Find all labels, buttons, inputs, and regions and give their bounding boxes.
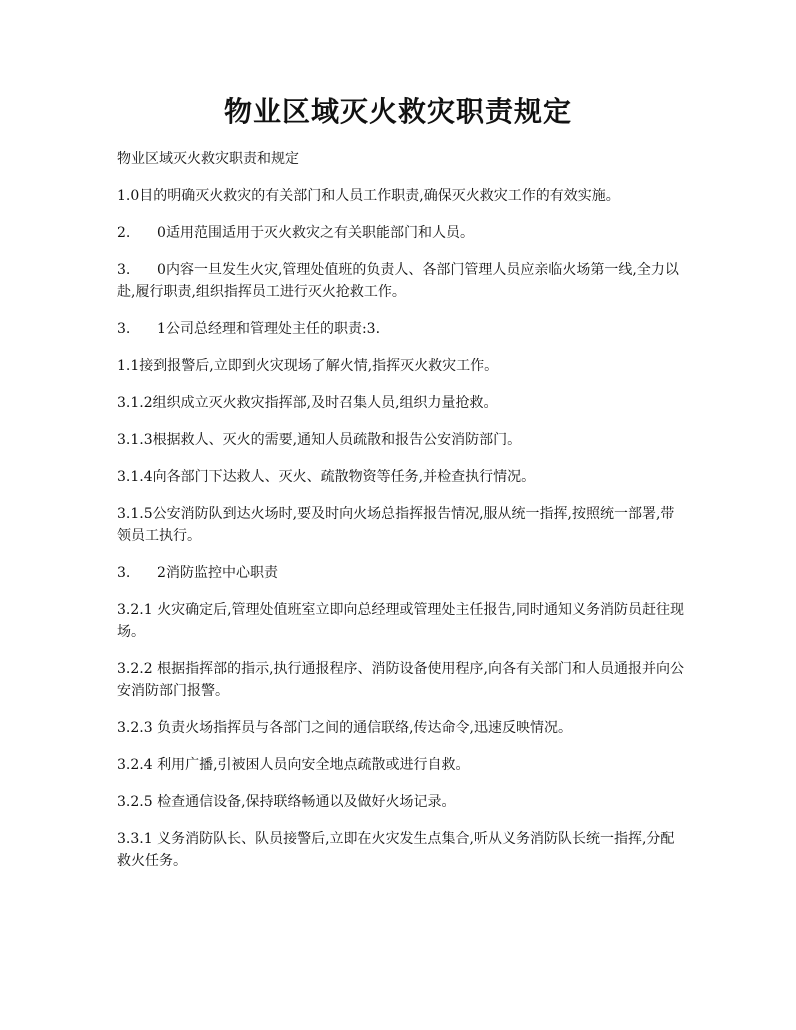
paragraph-3-1-4: 3.1.4向各部门下达救人、灭火、疏散物资等任务,并检查执行情况。 — [117, 469, 536, 485]
paragraph-3-2-3: 3.2.3 负责火场指挥员与各部门之间的通信联络,传达命令,迅速反映情况。 — [117, 720, 572, 736]
document-title: 物业区域灭火救灾职责规定 — [223, 95, 572, 128]
paragraph-scope: 2. 0适用范围适用于灭火救灾之有关职能部门和人员。 — [117, 225, 474, 241]
paragraph-content: 3. 0内容一旦发生火灾,管理处值班的负责人、各部门管理人员应亲临火场第一线,全力以赴,履行职责,组织指挥员工进行灭火抢救工作。 — [117, 262, 679, 300]
paragraph-section-3-1: 3. 1公司总经理和管理处主任的职责:3. — [117, 321, 381, 337]
paragraph-3-3-1: 3.3.1 义务消防队长、队员接警后,立即在火灾发生点集合,听从义务消防队长统一指挥,分配救火任务。 — [117, 831, 675, 869]
paragraph-3-2-5: 3.2.5 检查通信设备,保持联络畅通以及做好火场记录。 — [117, 794, 456, 810]
paragraph-3-1-3: 3.1.3根据救人、灭火的需要,通知人员疏散和报告公安消防部门。 — [117, 432, 522, 448]
paragraph-3-1-2: 3.1.2组织成立灭火救灾指挥部,及时召集人员,组织力量抢救。 — [117, 395, 498, 411]
paragraph-purpose: 1.0目的明确灭火救灾的有关部门和人员工作职责,确保灭火救灾工作的有效实施。 — [117, 188, 620, 204]
paragraph-heading: 物业区域灭火救灾职责和规定 — [117, 151, 299, 167]
paragraph-section-3-2: 3. 2消防监控中心职责 — [117, 565, 278, 581]
document-body — [117, 148, 687, 887]
paragraph-1-1: 1.1接到报警后,立即到火灾现场了解火情,指挥灭火救灾工作。 — [117, 358, 499, 374]
paragraph-3-2-4: 3.2.4 利用广播,引被困人员向安全地点疏散或进行自救。 — [117, 757, 470, 773]
paragraph-3-1-5: 3.1.5公安消防队到达火场时,要及时向火场总指挥报告情况,服从统一指挥,按照统一部署,带领员工执行。 — [117, 506, 675, 544]
paragraph-3-2-2: 3.2.2 根据指挥部的指示,执行通报程序、消防设备使用程序,向各有关部门和人员通报并向公安消防部门报警。 — [117, 661, 684, 699]
paragraph-3-2-1: 3.2.1 火灾确定后,管理处值班室立即向总经理或管理处主任报告,同时通知义务消防员赶往现场。 — [117, 602, 684, 640]
